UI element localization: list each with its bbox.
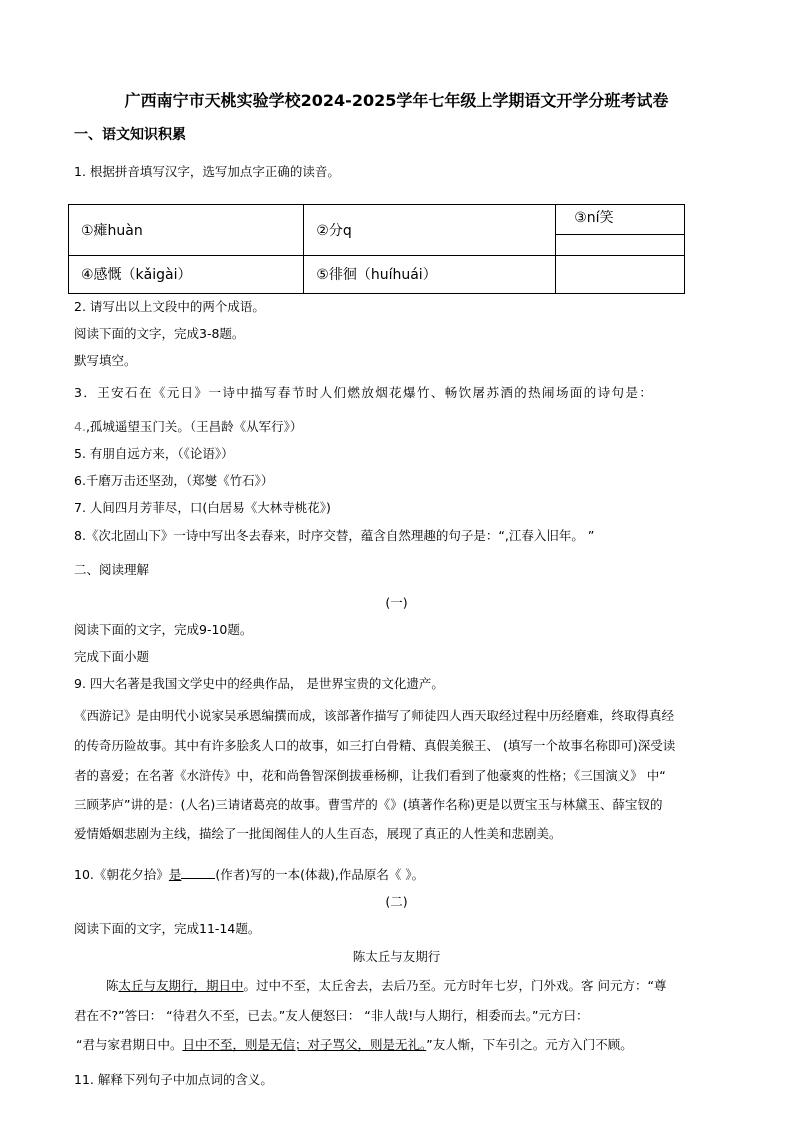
question-2: 2. 请写出以上文段中的两个成语。: [74, 299, 265, 314]
passage-line: 爱情婚姻悲剧为主线，描绘了一批闺阁佳人的人生百态，展现了真正的人性美和悲剧美。: [74, 826, 562, 841]
reading-instruction: 阅读下面的文字，完成9-10题。: [74, 622, 253, 637]
subquestion-heading: 完成下面小题: [74, 649, 150, 664]
pinyin-cell: ①瘫huàn: [69, 205, 304, 256]
question-6: 6.千磨万击还坚劲，（郑燮《竹石》）: [74, 473, 274, 488]
passage-line: 三顾茅庐”讲的是：(人名)三请诸葛亮的故事。曹雪芹的《》(填著作名称)更是以贾宝玉与林黛玉、薛宝钗的: [74, 797, 663, 812]
answer-blank: [181, 866, 215, 879]
section-heading-reading: 二、阅读理解: [74, 562, 150, 577]
story-text: “君与家君期日中。: [76, 1037, 183, 1052]
reading-instruction: 阅读下面的文字，完成3-8题。: [74, 326, 245, 341]
question-text: (作者)写的一本(体裁),作品原名《 》。: [215, 867, 425, 882]
question-11: 11. 解释下列句子中加点词的含义。: [74, 1072, 273, 1087]
question-5: 5. 有朋自远方来，（《论语》）: [74, 446, 234, 461]
pinyin-cell: ③ní笑: [556, 205, 685, 235]
question-number: 4.: [74, 419, 86, 434]
reading-instruction: 阅读下面的文字，完成11-14题。: [74, 921, 261, 936]
question-text: 是: [168, 867, 182, 882]
pinyin-cell-empty: [556, 235, 685, 255]
exam-title: 广西南宁市天桃实验学校2024-2025学年七年级上学期语文开学分班考试卷: [124, 91, 669, 110]
section-heading-knowledge: 一、语文知识积累: [74, 127, 186, 143]
story-title: 陈太丘与友期行: [352, 949, 441, 964]
pinyin-cell-empty: [556, 255, 685, 293]
pinyin-cell: ⑤徘徊（huíhuái）: [304, 255, 556, 293]
question-8: 8.《次北固山下》一诗中写出冬去春来，时序交替，蕴含自然理趣的句子是：“,江春入旧年。 ”: [74, 528, 595, 543]
question-text: 10.《朝花夕拾》: [74, 867, 169, 882]
passage-line: 《西游记》是由明代小说家吴承恩编撰而成，该部著作描写了师徒四人西天取经过程中历经磨难，终取得真经: [74, 708, 675, 723]
question-9: 9. 四大名著是我国文学史中的经典作品， 是世界宝贵的文化遗产。: [74, 676, 444, 691]
question-10: [74, 866, 424, 882]
story-line: [76, 1039, 633, 1052]
dictation-heading: 默写填空。: [74, 353, 137, 368]
story-text: 陈: [106, 978, 119, 993]
pinyin-cell: ②分q: [304, 205, 556, 256]
passage-line: 的传奇历险故事。其中有许多脍炙人口的故事，如三打白骨精、真假美猴王、 (填写一个故事名称即可)深受读: [74, 738, 676, 753]
question-4: [74, 421, 302, 434]
story-line: 君在不?”答曰： “待君久不至，已去。”友人便怒曰： “非人哉!与人期行，相委而去。”元方曰：: [74, 1008, 589, 1023]
story-line: [106, 980, 666, 993]
question-3: 3．王安石在《元日》一诗中描写春节时人们燃放烟花爆竹、畅饮屠苏酒的热闹场面的诗句是：: [74, 385, 654, 400]
pinyin-cell: ④感慨（kǎigài）: [69, 255, 304, 293]
story-text-underlined: 日中不至，则是无信；对子骂父，则是无礼。: [182, 1037, 427, 1052]
part-one-marker: (一): [385, 595, 408, 610]
question-7: 7. 人间四月芳菲尽，口(白居易《大林寺桃花》): [74, 500, 331, 515]
part-two-marker: (二): [385, 894, 408, 909]
story-text: ”友人惭，下车引之。元方入门不顾。: [426, 1037, 633, 1052]
pinyin-table: [68, 204, 685, 294]
story-text: 。过中不至，太丘舍去，去后乃至。元方时年七岁，门外戏。客 问元方：“尊: [243, 978, 667, 993]
question-1: 1. 根据拼音填写汉字，选写加点字正确的读音。: [74, 164, 340, 179]
question-text: ,孤城遥望玉门关。（王昌龄《从军行》）: [85, 419, 303, 434]
passage-line: 者的喜爱；在名著《水浒传》中，花和尚鲁智深倒拔垂杨柳，让我们看到了他豪爽的性格；《三国演义》 中“: [74, 768, 666, 783]
story-text-underlined: 太丘与友期行，期日中: [118, 978, 244, 993]
